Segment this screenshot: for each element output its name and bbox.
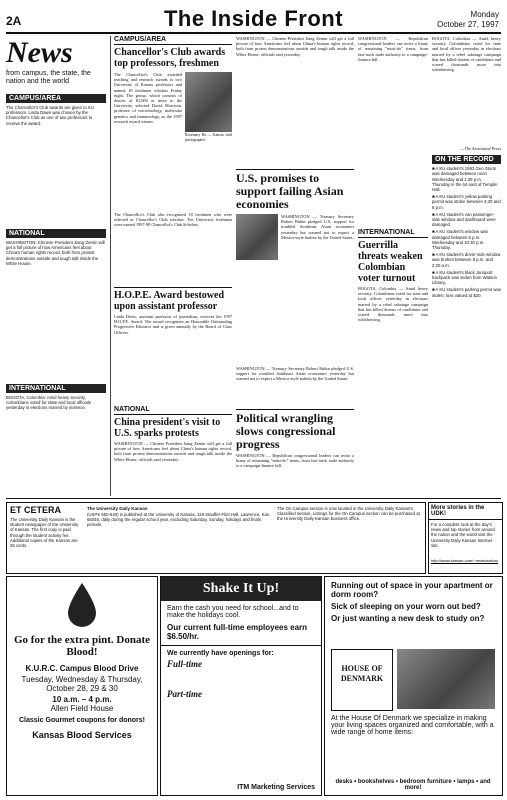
news-national-body: WASHINGTON: Chinese President Jiang Zemin will get a full picture of how Americans feel about China's human rights record, both from protest demonstrations outside and tough talk inside the White House. (6, 240, 105, 266)
professor-photo (185, 72, 232, 132)
blood-drive-giveaway: Classic Gourmet coupons for donors! (18, 717, 145, 724)
et-cetera-body: The University Daily Kansan is the student newspaper of the University of Kansas. The first copy is paid through the student activity fee. Additional copies of the Kansan are 25 cents. (10, 517, 79, 549)
national-section-label: NATIONAL (114, 406, 232, 415)
hope-body: Linda Davis, assistant professor of journalism, receives the 1997 H.O.P.E. Award. The award recognizes an Honorable Outstanding Progressive Educator and is given annually by the Board of Class Officers. (114, 314, 232, 335)
asia-body-continued: WASHINGTON — Treasury Secretary Robert Rubin pledged U.S. support for troubled Southeast Asian economies yesterday but warned not to expect a Mexico-style bailout by the United States. (236, 366, 354, 382)
blood-drive-ad (6, 576, 158, 796)
news-international-body: BOGOTA, Colombia: Amid heavy security, Colombians voted for state and local officials yesterday in elections marred by violence. (6, 395, 91, 411)
ap-credit: — The Associated Press (459, 146, 501, 151)
hope-headline: H.O.P.E. Award bestowed upon assistant professor (114, 287, 232, 312)
denmark-ad (324, 576, 503, 796)
denmark-body: At the House Of Denmark we specialize in making your living spaces organized and comfortable, with a wide range of home items: (331, 715, 494, 736)
blood-drive-headline: Go for the extra pint. Donate Blood! (13, 634, 151, 658)
congress-body-continued: WASHINGTON — Republican congressional leaders can recite a litany of remaining "must-do" items, from fast-track trade authority to a campaign-finance bill. (358, 36, 428, 62)
itm-headline: Shake It Up! (161, 577, 321, 601)
asia-body: WASHINGTON — Treasury Secretary Robert Rubin pledged U.S. support for troubled Southeast Asian economies yesterday but warned not to expect a Mexico-style bailout by the United States. (281, 214, 354, 240)
et-cetera-label: ET CETERA (10, 505, 62, 515)
record-item: ■ A KU student's 1993 Geo Storm was damaged between noon Wednesday and 1:39 p.m. Thursday in the lot east of Templin Hall. (432, 166, 498, 193)
blood-drive-place: Allen Field House (50, 704, 114, 713)
colombia-body-continued: BOGOTA, Colombia — Amid heavy security, Colombians voted for state and local offices yesterday in elections marred by a rebel sabotage campaign that has killed dozens of candidates and scared thousands more into withdrawing. (432, 36, 501, 73)
blood-drive-event: K.U.R.C. Campus Blood Drive (25, 664, 139, 673)
record-item: ■ A KU student's window was damaged between 6 p.m. Wednesday and 10:30 p.m. Thursday. (432, 229, 488, 251)
on-the-record-section (432, 36, 501, 496)
blood-drive-time: 10 a.m. – 4 p.m. (52, 695, 112, 704)
denmark-line-3: Or just wanting a new desk to study on? (331, 614, 485, 623)
campus-section-label: CAMPUS/AREA (114, 36, 232, 45)
rubin-photo (236, 214, 278, 260)
date-label: October 27, 1997 (437, 20, 499, 29)
record-list (432, 166, 501, 486)
international-section (358, 36, 428, 496)
blood-services-logo: Kansas Blood Services (32, 730, 132, 740)
itm-intro: Earn the cash you need for school...and to make the holidays cool. (167, 605, 299, 619)
record-item: ■ A KU student's driver-side window was broken between 8 p.m. and 2:20 a.m. (432, 252, 501, 268)
news-international-label: INTERNATIONAL (6, 384, 106, 393)
china-body-continued: WASHINGTON — Chinese President Jiang Zemin will get a full picture of how Americans feel about China's human rights record, both from protest demonstrations outside and tough talk inside the White House, officials said yesterday. (236, 36, 354, 57)
header-rule (6, 32, 501, 34)
udk-online-box (428, 502, 503, 574)
national-section (236, 36, 354, 496)
date-block (437, 10, 499, 30)
itm-positions-title: We currently have openings for: (161, 645, 321, 659)
on-the-record-label: ON THE RECORD (432, 155, 501, 164)
itm-parttime: Part-time (167, 689, 202, 699)
denmark-items: desks • bookshelves • bedroom furniture • lamps • and more! (335, 779, 491, 791)
colombia-headline: Guerrilla threats weaken Colombian voter turnout (358, 240, 423, 284)
china-headline: China president's visit to U.S. sparks protests (114, 417, 221, 439)
on-campus-body: The On Campus section is now located in the University Daily Kansan's Classified section. Listings for the On Campus section can be purchased at the University Daily Kansan business office. (277, 506, 420, 522)
denmark-line-2: Sick of sleeping on your worn out bed? (331, 602, 481, 611)
kansan-body: (USPS 650-640) is published at the University of Kansas, 119 Stauffer-Flint Hall, Lawrence, Kan. 66045, daily during the regular school year, excluding Saturday, Sunday, holidays and finals periods. (87, 512, 271, 528)
blood-drive-dates: Tuesday, Wednesday & Thursday, October 28, 29 & 30 (21, 675, 143, 693)
photo-caption: Rosemary Hu — Kansas staff photographer (185, 133, 232, 143)
news-briefs (6, 36, 106, 496)
blood-drop-icon (64, 581, 100, 629)
congress-body: WASHINGTON — Republican congressional leaders can recite a litany of remaining "must-do" items, from fast-track trade authority to a campaign-finance bill. (236, 453, 354, 469)
udk-online-link[interactable]: http://www.kansan.com/~news/nation/ (431, 558, 499, 563)
congress-headline: Political wrangling slows congressional progress (236, 409, 354, 451)
udk-online-body: For a complete look at the day's news and top stories from around the nation and the world visit the University Daily Kansan Internet site. (431, 522, 495, 548)
denmark-logo (331, 649, 393, 711)
campus-area-section (114, 36, 232, 496)
denmark-line-1: Running out of space in your apartment or dorm room? (331, 581, 493, 599)
international-section-label: INTERNATIONAL (358, 229, 428, 238)
record-item: ■ A KU student's black Jansport backpack was stolen from Watson Library. (432, 269, 498, 286)
news-tagline: from campus, the state, the nation and the world (6, 70, 91, 85)
record-item: ■ A KU student's yellow parking permit was stolen between 4:30 and 6 p.m. (432, 194, 501, 210)
news-campus-body: The Chancellor's Club awards are given to KU professors. Linda Dawn was chosen by the Chancellor's Club as one of two professors to receive the award. (6, 105, 94, 126)
record-item: ■ A KU student's parking permit was stolen; loss valued at $20. (432, 287, 501, 298)
kansan-title: The University Daily Kansan (87, 506, 148, 511)
china-body: WASHINGTON — Chinese President Jiang Zemin will get a full picture of how Americans feel about China's human rights record, both from protest demonstrations outside and tough talk inside the White House, officials said yesterday. (114, 441, 232, 462)
column-divider (110, 36, 111, 496)
day-label: Monday (470, 10, 499, 19)
asia-headline: U.S. promises to support failing Asian economies (236, 169, 354, 211)
itm-fulltime: Full-time (167, 659, 203, 669)
news-campus-label: CAMPUS/AREA (6, 94, 106, 103)
et-cetera-box (6, 502, 426, 574)
furniture-photo (397, 649, 495, 709)
section-rule (6, 498, 501, 499)
itm-rates: Our current full-time employees earn $6.50/hr. (167, 623, 308, 641)
campus-body-2: The Chancellor's Club also recognized 18 freshmen who were selected as Chancellor's Club scholars. Ten University freshmen were named 1997-98 Chancellor's Club Scholars. (114, 212, 232, 228)
news-heading: News (6, 36, 73, 69)
page-number: 2A (6, 14, 22, 28)
colombia-body: BOGOTA, Colombia — Amid heavy security, Colombians voted for state and local offices yesterday in elections marred by a rebel sabotage campaign that has killed dozens of candidates and scared thousands more into withdrawing. (358, 286, 428, 323)
campus-body: The Chancellor's Club awarded teaching and research awards to two University of Kansas professors and named 18 freshmen scholars Friday night. The group, which consists of donors of $1,000 or more to the University, selected David Morrison, professor of microbiology, molecular genetics and immunology, as the 1997 research award winner. (114, 72, 182, 124)
record-item: ■ A KU student's van passenger-side window and dashboard were damaged. (432, 211, 496, 228)
udk-online-title: More stories in the UDK! (429, 503, 502, 520)
itm-logo: ITM Marketing Services (237, 784, 315, 791)
campus-headline: Chancellor's Club awards top professors, freshmen (114, 47, 226, 69)
page-title: The Inside Front (163, 6, 344, 31)
itm-ad (160, 576, 322, 796)
news-national-label: NATIONAL (6, 229, 106, 238)
denmark-logo-text: HOUSE OF DENMARK (340, 664, 384, 683)
